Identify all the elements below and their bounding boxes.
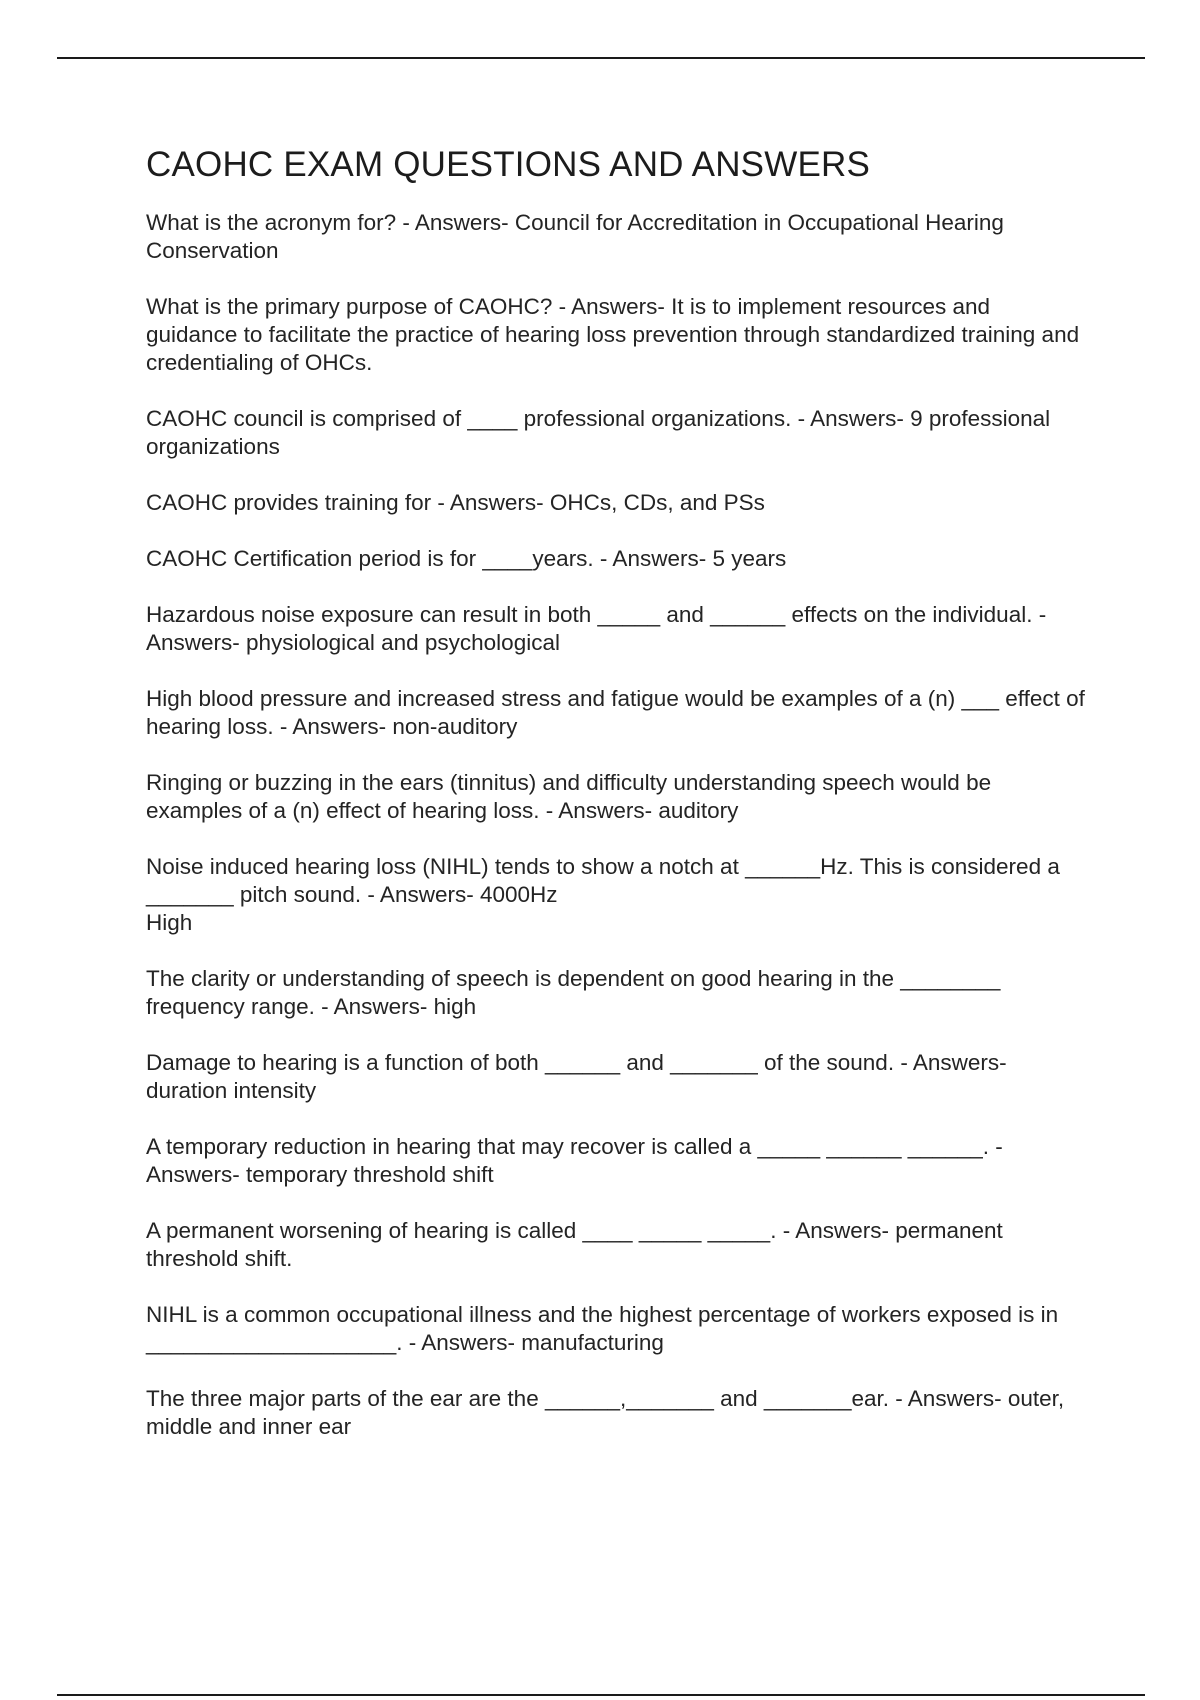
qa-item: The clarity or understanding of speech is dependent on good hearing in the ________ frequency range. - Answers- high [146,966,1001,1019]
qa-item: A temporary reduction in hearing that may recover is called a _____ ______ ______. - Answers- temporary threshold shift [146,1134,1003,1187]
qa-item: CAOHC council is comprised of ____ professional organizations. - Answers- 9 professional organizations [146,406,1051,459]
qa-item: NIHL is a common occupational illness and the highest percentage of workers exposed is in ____________________. - Answers- manufacturing [146,1302,1059,1355]
qa-item: The three major parts of the ear are the ______,_______ and _______ear. - Answers- outer, middle and inner ear [146,1386,1065,1439]
qa-item: What is the primary purpose of CAOHC? - Answers- It is to implement resources and guidance to facilitate the practice of hearing loss prevention through standardized training and credentialing of OHCs. [146,294,1080,375]
qa-item: What is the acronym for? - Answers- Council for Accreditation in Occupational Hearing Conservation [146,210,1004,263]
qa-item: CAOHC Certification period is for ____years. - Answers- 5 years [146,546,787,571]
qa-item: Noise induced hearing loss (NIHL) tends to show a notch at ______Hz. This is considered a _______ pitch sound. - Answers- 4000Hz High [146,854,1060,935]
qa-item: High blood pressure and increased stress and fatigue would be examples of a (n) ___ effect of hearing loss. - Answers- non-auditory [146,686,1085,739]
qa-item: Ringing or buzzing in the ears (tinnitus) and difficulty understanding speech would be examples of a (n) effect of hearing loss. - Answers- auditory [146,770,992,823]
top-divider [57,57,1145,59]
document-title: CAOHC EXAM QUESTIONS AND ANSWERS [146,145,871,184]
qa-item: Damage to hearing is a function of both ______ and _______ of the sound. - Answers- duration intensity [146,1050,1007,1103]
bottom-divider [57,1694,1145,1696]
qa-item: Hazardous noise exposure can result in both _____ and ______ effects on the individual. - Answers- physiological and psychological [146,602,1047,655]
qa-item: CAOHC provides training for - Answers- OHCs, CDs, and PSs [146,490,765,515]
document-body [146,143,1086,1469]
qa-item: A permanent worsening of hearing is called ____ _____ _____. - Answers- permanent threshold shift. [146,1218,1003,1271]
